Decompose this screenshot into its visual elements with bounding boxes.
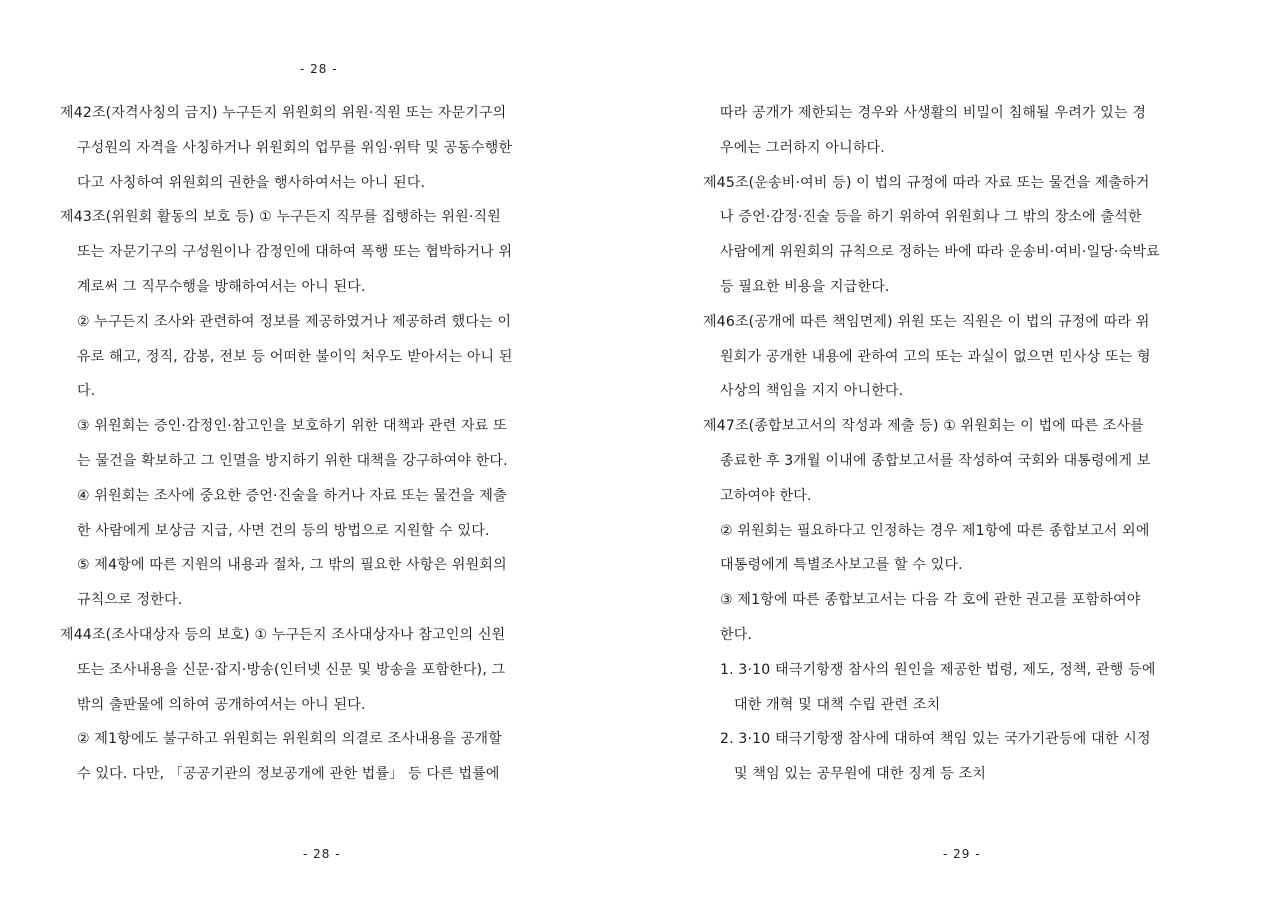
right-page-column xyxy=(703,96,1223,792)
page-number-bottom-left: - 28 - xyxy=(303,847,341,861)
right-page-line-6: 등 필요한 비용을 지급한다. xyxy=(720,278,890,295)
right-page-line-11: 종료한 후 3개월 이내에 종합보고서를 작성하여 국회와 대통령에게 보 xyxy=(720,452,1151,469)
left-page-line-17: 또는 조사내용을 신문·잡지·방송(인터넷 신문 및 방송을 포함한다), 그 xyxy=(77,661,506,678)
left-page-line-6: 계로써 그 직무수행을 방해하여서는 아니 된다. xyxy=(77,278,366,295)
right-page-line-2: 우에는 그러하지 아니하다. xyxy=(720,139,885,156)
left-page-line-1: 제42조(자격사칭의 금지) 누구든지 위원회의 위원·직원 또는 자문기구의 xyxy=(60,105,507,121)
right-page-line-19: 2. 3·10 태극기항쟁 참사에 대하여 책임 있는 국가기관등에 대한 시정 xyxy=(720,731,1151,748)
left-page-line-20: 수 있다. 다만, 「공공기관의 정보공개에 관한 법률」 등 다른 법률에 xyxy=(77,766,500,783)
left-page-column xyxy=(60,96,580,792)
left-page-line-10: ③ 위원회는 증인·감정인·참고인을 보호하기 위한 대책과 관련 자료 또 xyxy=(77,418,507,435)
right-page-line-10: 제47조(종합보고서의 작성과 제출 등) ① 위원회는 이 법에 따른 조사를 xyxy=(703,418,1144,435)
left-page-line-15: 규칙으로 정한다. xyxy=(77,592,183,609)
right-page-line-8: 원회가 공개한 내용에 관하여 고의 또는 과실이 없으면 민사상 또는 형 xyxy=(720,348,1151,365)
left-page-line-3: 다고 사칭하여 위원회의 권한을 행사하여서는 아니 된다. xyxy=(77,174,426,191)
right-page-line-14: 대통령에게 특별조사보고를 할 수 있다. xyxy=(720,557,963,574)
left-page-line-16: 제44조(조사대상자 등의 보호) ① 누구든지 조사대상자나 참고인의 신원 xyxy=(60,626,506,643)
right-page-line-9: 사상의 책임을 지지 아니한다. xyxy=(720,383,904,400)
right-page-line-5: 사람에게 위원회의 규칙으로 정하는 바에 따라 운송비·여비·일당·숙박료 xyxy=(720,244,1160,261)
right-page-line-4: 나 증언·감정·진술 등을 하기 위하여 위원회나 그 밖의 장소에 출석한 xyxy=(720,209,1142,226)
right-page-line-12: 고하여야 한다. xyxy=(720,487,812,504)
right-page-line-16: 한다. xyxy=(720,626,753,643)
right-page-line-15: ③ 제1항에 따른 종합보고서는 다음 각 호에 관한 권고를 포함하여야 xyxy=(720,592,1141,609)
left-page-line-2: 구성원의 자격을 사칭하거나 위원회의 업무를 위임·위탁 및 공동수행한 xyxy=(77,139,513,156)
left-page-line-9: 다. xyxy=(77,383,96,400)
right-page-line-7: 제46조(공개에 따른 책임면제) 위원 또는 직원은 이 법의 규정에 따라 위 xyxy=(703,313,1150,330)
left-page-line-14: ⑤ 제4항에 따른 지원의 내용과 절차, 그 밖의 필요한 사항은 위원회의 xyxy=(77,557,507,574)
right-page-line-13: ② 위원회는 필요하다고 인정하는 경우 제1항에 따른 종합보고서 외에 xyxy=(720,522,1150,539)
page-number-bottom-right: - 29 - xyxy=(943,847,981,861)
page-number-top: - 28 - xyxy=(300,62,338,76)
left-page-line-13: 한 사람에게 보상금 지급, 사면 건의 등의 방법으로 지원할 수 있다. xyxy=(77,522,490,539)
right-page-line-1: 따라 공개가 제한되는 경우와 사생활의 비밀이 침해될 우려가 있는 경 xyxy=(720,105,1147,121)
right-page-line-18: 대한 개혁 및 대책 수립 관련 조치 xyxy=(734,696,941,713)
right-page-line-20: 및 책임 있는 공무원에 대한 징계 등 조치 xyxy=(734,766,987,783)
left-page-line-8: 유로 해고, 정직, 감봉, 전보 등 어떠한 불이익 처우도 받아서는 아니 된 xyxy=(77,348,513,365)
left-page-line-5: 또는 자문기구의 구성원이나 감정인에 대하여 폭행 또는 협박하거나 위 xyxy=(77,244,513,261)
left-page-line-12: ④ 위원회는 조사에 중요한 증언·진술을 하거나 자료 또는 물건을 제출 xyxy=(77,487,507,504)
right-page-line-3: 제45조(운송비·여비 등) 이 법의 규정에 따라 자료 또는 물건을 제출하거 xyxy=(703,174,1150,191)
left-page-line-11: 는 물건을 확보하고 그 인멸을 방지하기 위한 대책을 강구하여야 한다. xyxy=(77,452,508,469)
right-page-line-17: 1. 3·10 태극기항쟁 참사의 원인을 제공한 법령, 제도, 정책, 관행 등에 xyxy=(720,661,1156,678)
left-page-line-18: 밖의 출판물에 의하여 공개하여서는 아니 된다. xyxy=(77,696,366,713)
left-page-line-19: ② 제1항에도 불구하고 위원회는 위원회의 의결로 조사내용을 공개할 xyxy=(77,731,502,748)
left-page-line-7: ② 누구든지 조사와 관련하여 정보를 제공하였거나 제공하려 했다는 이 xyxy=(77,313,512,330)
left-page-line-4: 제43조(위원회 활동의 보호 등) ① 누구든지 직무를 집행하는 위원·직원 xyxy=(60,209,501,226)
